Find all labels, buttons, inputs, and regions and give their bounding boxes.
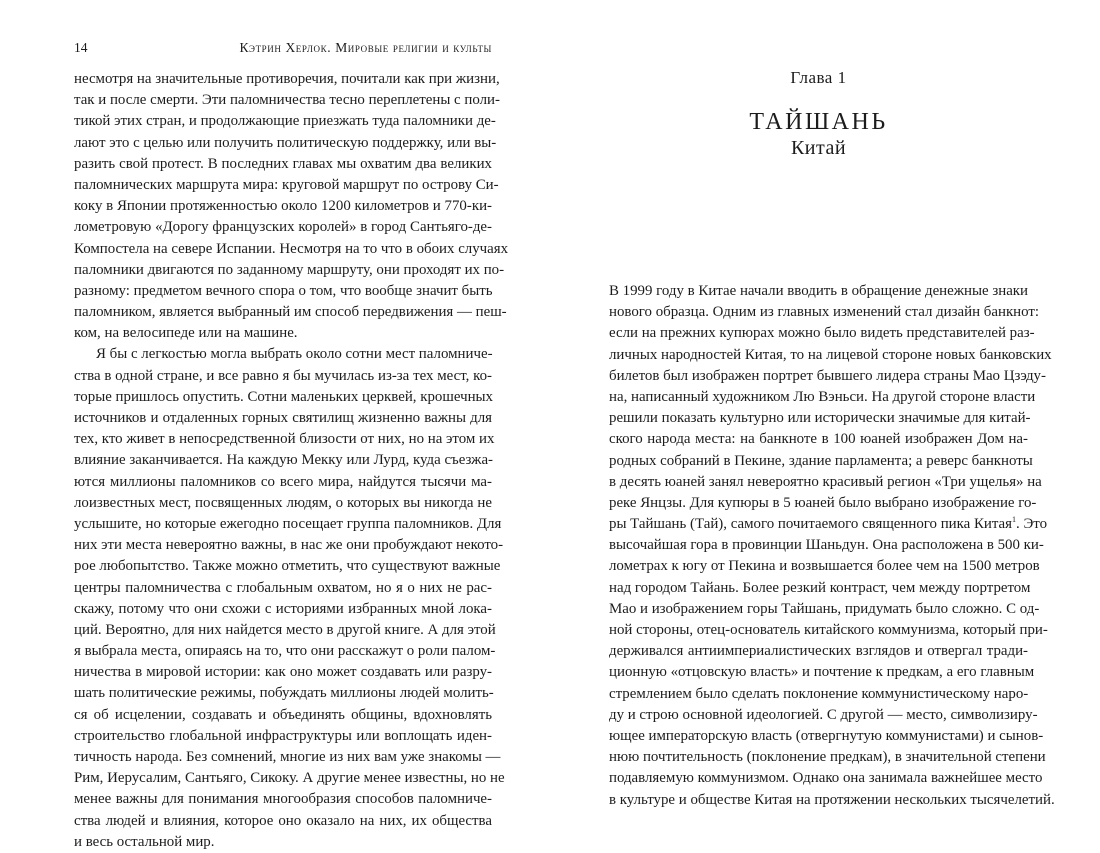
page-number: 14 xyxy=(74,40,88,55)
text-line: лометровую «Дорогу французских королей» в город Сантьяго-де- xyxy=(74,219,492,236)
text-line: нюю почтительность (поклонение предкам), в значительной степени xyxy=(609,749,1046,766)
text-line: я выбрала места, опираясь на то, что они расскажут о роли палом- xyxy=(74,643,496,660)
text-line: разить свой протест. В последних главах мы охватим два великих xyxy=(74,155,492,172)
text-line: ций. Вероятно, для них найдется место в другой книге. А для этой xyxy=(74,621,496,638)
text-line: если на прежних купюрах можно было видеть представителей раз- xyxy=(609,325,1035,342)
text-line: центры паломничества с глобальным охватом, но я о них не рас- xyxy=(74,579,492,596)
text-line: лометрах к югу от Пекина и возвышается более чем на 1500 метров xyxy=(609,558,1040,575)
text-line: паломником, является выбранный им способ передвижения — пеш- xyxy=(74,304,507,321)
text-line: лают это с целью или получить политическую поддержку, или вы- xyxy=(74,134,497,151)
text-line: в культуре и обществе Китая на протяжении нескольких тысячелетий. xyxy=(609,791,1055,808)
text-line xyxy=(609,514,1048,535)
text-line: нового образца. Одним из главных изменений стал дизайн банкнот: xyxy=(609,304,1040,321)
text-line: ства в одной стране, и все равно я бы мучилась из-за тех мест, ко- xyxy=(74,367,492,384)
left-page-body-text xyxy=(74,69,509,853)
running-head xyxy=(74,40,492,56)
text-line: рое любопытство. Также можно отметить, что существуют важные xyxy=(74,558,501,575)
text-line: ком, на велосипеде или на машине. xyxy=(74,325,298,342)
text-line: в десять юаней занял невероятно красивый регион «Три ущелья» на xyxy=(609,473,1042,490)
text-line: так и после смерти. Эти паломничества тесно переплетены с поли- xyxy=(74,92,500,109)
text-line: ду и строю основной идеологией. С другой — место, символизиру- xyxy=(609,706,1038,723)
text-line: высочайшая гора в провинции Шаньдун. Она расположена в 500 ки- xyxy=(609,537,1044,554)
text-line: ства людей и влияния, которое оно оказало на них, их общества xyxy=(74,812,492,829)
text-line: тичность народа. Без сомнений, многие из них вам уже знакомы — xyxy=(74,749,501,765)
text-line: скажу, потому что они схожи с историями избранных мной лока- xyxy=(74,600,492,617)
text-line: ющее императорскую власть (отвергнутую коммунистами) и сынов- xyxy=(609,727,1044,744)
text-line: ной стороны, отец-основатель китайского коммунизма, который при- xyxy=(609,622,1048,638)
text-line: них эти места невероятно важны, в нас же они пробуждают некото- xyxy=(74,537,504,554)
chapter-label: Глава 1 xyxy=(790,68,847,87)
text-line: решили показать культурно или исторически значимые для китай- xyxy=(609,410,1031,427)
text-line: и весь остальной мир. xyxy=(74,833,215,850)
text-fragment: ры Тайшань (Тай), самого почитаемого священного пика Китая xyxy=(609,516,1013,533)
right-page-body-text xyxy=(609,281,1055,811)
text-line: тикой этих стран, и продолжающие приезжать туда паломники де- xyxy=(74,113,496,130)
text-line: ничества в мировой истории: как оно может создавать или разру- xyxy=(74,664,492,681)
text-line: строительство глобальной инфраструктуры или воплощать иден- xyxy=(74,727,492,744)
footnote-marker[interactable]: 1 xyxy=(1012,515,1017,525)
chapter-title: ТАЙШАНЬ xyxy=(749,109,888,135)
paragraph xyxy=(74,344,505,853)
text-line: Мао и изображением горы Тайшань, придумать было сложно. С од- xyxy=(609,600,1040,617)
text-line: В 1999 году в Китае начали вводить в обращение денежные знаки xyxy=(609,283,1029,299)
text-line: несмотря на значительные противоречия, почитали как при жизни, xyxy=(74,71,500,87)
text-line: влияние заканчивается. На каждую Мекку или Лурд, куда съезжа- xyxy=(74,452,494,469)
text-line: стремлением было сделать поклонение коммунистическому наро- xyxy=(609,685,1029,702)
text-line: ского народа места: на банкноте в 100 юаней изображен Дом на- xyxy=(609,431,1028,448)
text-line: над городом Тайань. Более резкий контраст, чем между портретом xyxy=(609,579,1031,596)
text-line: ся об исцелении, создавать и объединять общины, вдохновлять xyxy=(74,706,492,723)
text-line: Рим, Иерусалим, Сантьяго, Сикоку. А другие менее известны, но не xyxy=(74,770,505,787)
text-line: торые пришлось опустить. Сотни маленьких церквей, крошечных xyxy=(74,388,493,405)
text-line: шать политические режимы, побуждать миллионы людей молить- xyxy=(74,685,494,702)
text-line: лоизвестных мест, посвященных людям, о которых вы никогда не xyxy=(74,494,492,511)
paragraph xyxy=(74,69,509,344)
right-page xyxy=(550,0,1100,808)
text-line: подавляемую коммунизмом. Однако она занимала важнейшее место xyxy=(609,770,1043,787)
text-line: коку в Японии протяженностью около 1200 километров и 770-ки- xyxy=(74,198,492,215)
text-line: тех, кто живет в непосредственной близости от них, но на этом их xyxy=(74,431,495,448)
text-line: паломнических маршрута мира: круговой маршрут по острову Си- xyxy=(74,176,499,193)
text-line: билетов был изображен портрет бывшего лидера страны Мао Цзэду- xyxy=(609,367,1046,384)
text-line: держивался антиимпериалистических взглядов и отвергал тради- xyxy=(609,643,1028,660)
paragraph xyxy=(609,281,1055,811)
text-line: на, написанный художником Лю Вэньси. На другой стороне власти xyxy=(609,388,1036,405)
text-line: менее важны для понимания многообразия способов паломниче- xyxy=(74,791,492,808)
text-line: родных собраний в Пекине, здание парламента; а реверс банкноты xyxy=(609,452,1033,469)
text-line: ются миллионы паломников со всего мира, найдутся тысячи ма- xyxy=(74,473,492,490)
text-line: Компостела на севере Испании. Несмотря на то что в обоих случаях xyxy=(74,240,509,257)
text-line: услышите, но которые ежегодно посещает группа паломников. Для xyxy=(74,515,502,532)
text-line: реке Янцзы. Для купюры в 5 юаней было выбрано изображение го- xyxy=(609,494,1037,511)
text-line: паломники двигаются по заданному маршруту, они проходят их по- xyxy=(74,261,505,278)
text-line: ционную «отцовскую власть» и почтение к предкам, а его главным xyxy=(609,664,1035,681)
text-line: Я бы с легкостью могла выбрать около сотни мест паломниче- xyxy=(96,346,493,363)
text-line: личных народностей Китая, то на лицевой стороне новых банковских xyxy=(609,346,1052,363)
running-head-title: Кэтрин Херлок. Мировые религии и культы xyxy=(239,40,492,55)
text-fragment: . Это xyxy=(1016,516,1048,533)
text-line: источников и отдаленных горных святилищ жизненно важны для xyxy=(74,410,492,426)
text-line: разному: предметом вечного спора о том, что вообще значит быть xyxy=(74,282,493,299)
chapter-subtitle: Китай xyxy=(790,137,847,159)
left-page xyxy=(0,0,550,850)
